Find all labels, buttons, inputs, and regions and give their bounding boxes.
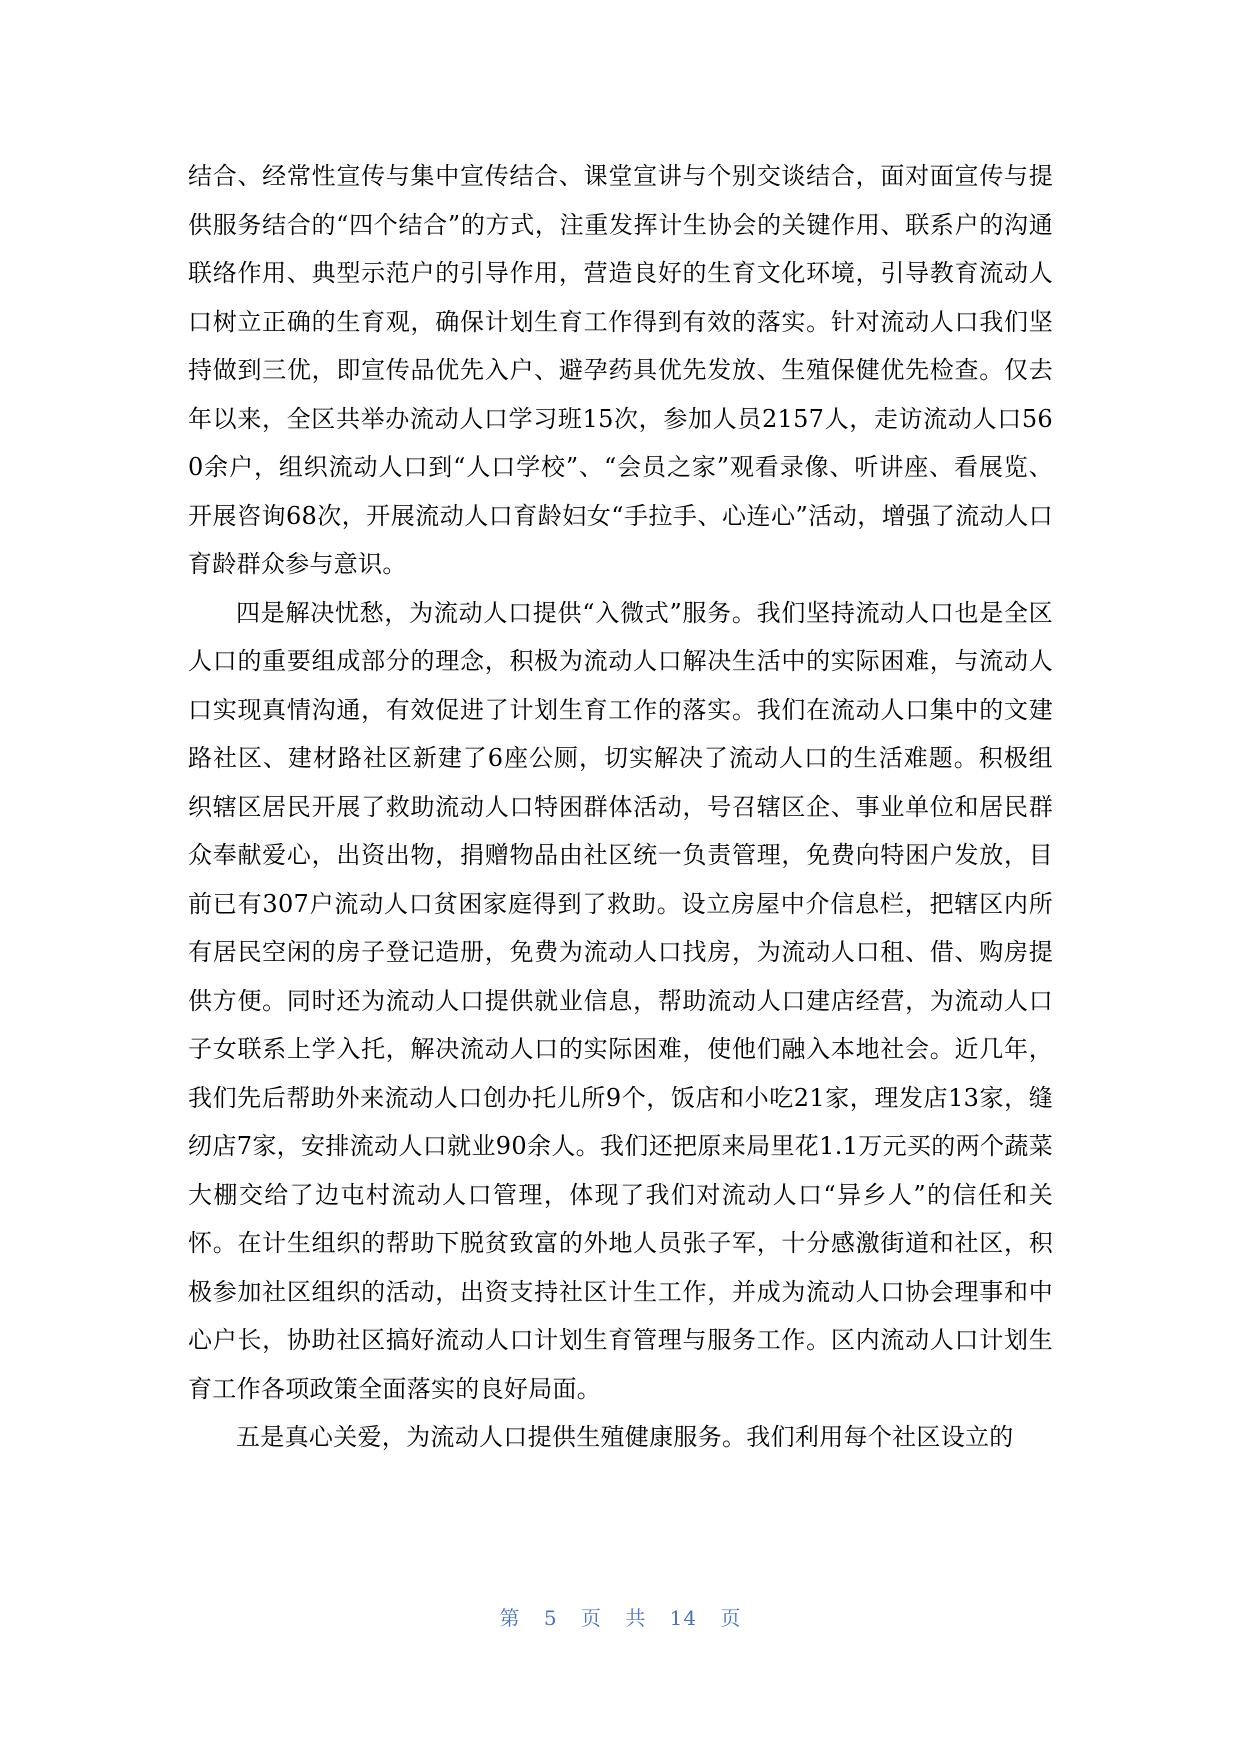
footer-page-number: 5 [543,1606,558,1630]
footer-gong: 共 [625,1606,647,1630]
paragraph-2: 四是解决忧愁，为流动人口提供“入微式”服务。我们坚持流动人口也是全区人口的重要组成部分的理念，积极为流动人口解决生活中的实际困难，与流动人口实现真情沟通，有效促进了计划生育工作的落实。我们在流动人口集中的文建路社区、建材路社区新建了6座公厕，切实解决了流动人口的生活难题。积极组织辖区居民开展了救助流动人口特困群体活动，号召辖区企、事业单位和居民群众奉献爱心，出资出物，捐赠物品由社区统一负责管理，免费向特困户发放，目前已有307户流动人口贫困家庭得到了救助。设立房屋中介信息栏，把辖区内所有居民空闲的房子登记造册，免费为流动人口找房，为流动人口租、借、购房提供方便。同时还为流动人口提供就业信息，帮助流动人口建店经营，为流动人口子女联系上学入托，解决流动人口的实际困难，使他们融入本地社会。近几年，我们先后帮助外来流动人口创办托儿所9个，饭店和小吃21家，理发店13家，缝纫店7家，安排流动人口就业90余人。我们还把原来局里花1.1万元买的两个蔬菜大棚交给了边屯村流动人口管理，体现了我们对流动人口“异乡人”的信任和关怀。在计生组织的帮助下脱贫致富的外地人员张子军，十分感激街道和社区，积极参加社区组织的活动，出资支持社区计生工作，并成为流动人口协会理事和中心户长，协助社区搞好流动人口计划生育管理与服务工作。区内流动人口计划生育工作各项政策全面落实的良好局面。 [188,598,1053,1403]
footer-ye: 页 [580,1606,602,1630]
footer-ye2: 页 [720,1606,742,1630]
paragraph-1: 结合、经常性宣传与集中宣传结合、课堂宣讲与个别交谈结合，面对面宣传与提供服务结合的“四个结合”的方式，注重发挥计生协会的关键作用、联系户的沟通联络作用、典型示范户的引导作用，营造良好的生育文化环境，引导教育流动人口树立正确的生育观，确保计划生育工作得到有效的落实。针对流动人口我们坚持做到三优，即宣传品优先入户、避孕药具优先发放、生殖保健优先检查。仅去年以来，全区共举办流动人口学习班15次，参加人员2157人，走访流动人口560余户，组织流动人口到“人口学校”、“会员之家”观看录像、听讲座、看展览、开展咨询68次，开展流动人口育龄妇女“手拉手、心连心”活动，增强了流动人口育龄群众参与意识。 [188,162,1053,578]
paragraph-3: 五是真心关爱，为流动人口提供生殖健康服务。我们利用每个社区设立的 [236,1423,1014,1451]
page-footer [0,1602,1241,1631]
footer-di: 第 [499,1606,521,1630]
footer-total-pages: 14 [669,1606,698,1630]
document-body [188,152,1053,1462]
